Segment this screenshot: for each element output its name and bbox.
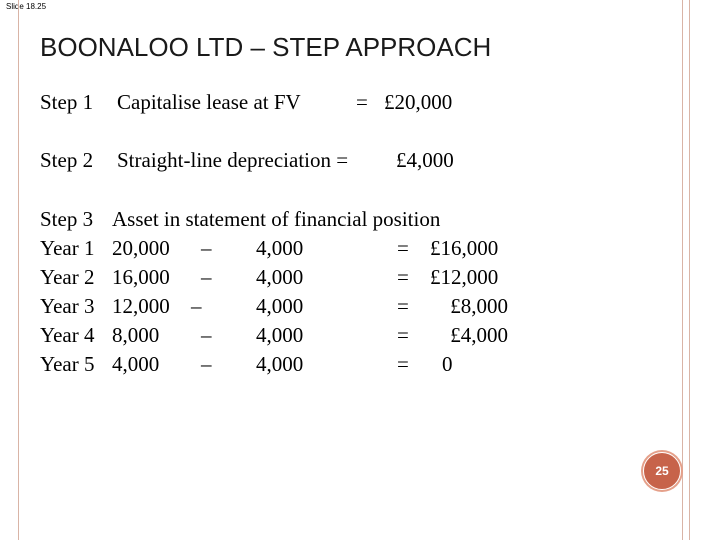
- step1-label: Step 1: [40, 90, 94, 114]
- step2-text: Straight-line depreciation =: [117, 148, 349, 172]
- equals-sign: =: [397, 294, 409, 318]
- slide-label: Slide 18.25: [6, 2, 47, 11]
- page-number-badge: [641, 450, 683, 492]
- slide-title: BOONALOO LTD – STEP APPROACH: [40, 32, 492, 62]
- closing-value: £8,000: [450, 294, 508, 318]
- step3-label: Step 3: [40, 207, 94, 231]
- equals-sign: =: [397, 236, 409, 260]
- opening-value: 12,000: [112, 294, 170, 318]
- step2-value: £4,000: [396, 148, 454, 172]
- equals-sign: =: [397, 323, 409, 347]
- step2-label: Step 2: [40, 148, 94, 172]
- depreciation-value: 4,000: [256, 352, 304, 376]
- minus-sign: –: [201, 352, 212, 376]
- opening-value: 20,000: [112, 236, 170, 260]
- step1-text: Capitalise lease at FV: [117, 90, 301, 114]
- year-label: Year 3: [40, 294, 95, 318]
- depreciation-value: 4,000: [256, 294, 304, 318]
- minus-sign: –: [201, 265, 212, 289]
- closing-value: £12,000: [430, 265, 499, 289]
- step1-value: £20,000: [384, 90, 453, 114]
- step1-equals: =: [356, 90, 368, 114]
- depreciation-value: 4,000: [256, 323, 304, 347]
- right-frame-bar: [682, 0, 690, 540]
- closing-value: £4,000: [450, 323, 508, 347]
- step3-text: Asset in statement of financial position: [112, 207, 441, 231]
- closing-value: 0: [442, 352, 453, 376]
- year-label: Year 2: [40, 265, 95, 289]
- minus-sign: –: [191, 294, 202, 318]
- opening-value: 8,000: [112, 323, 160, 347]
- opening-value: 16,000: [112, 265, 170, 289]
- depreciation-value: 4,000: [256, 236, 304, 260]
- minus-sign: –: [201, 323, 212, 347]
- depreciation-value: 4,000: [256, 265, 304, 289]
- year-label: Year 4: [40, 323, 95, 347]
- page-number: 25: [643, 452, 681, 490]
- minus-sign: –: [201, 236, 212, 260]
- equals-sign: =: [397, 265, 409, 289]
- year-label: Year 1: [40, 236, 95, 260]
- closing-value: £16,000: [430, 236, 499, 260]
- year-label: Year 5: [40, 352, 95, 376]
- left-frame-line: [18, 0, 19, 540]
- opening-value: 4,000: [112, 352, 160, 376]
- equals-sign: =: [397, 352, 409, 376]
